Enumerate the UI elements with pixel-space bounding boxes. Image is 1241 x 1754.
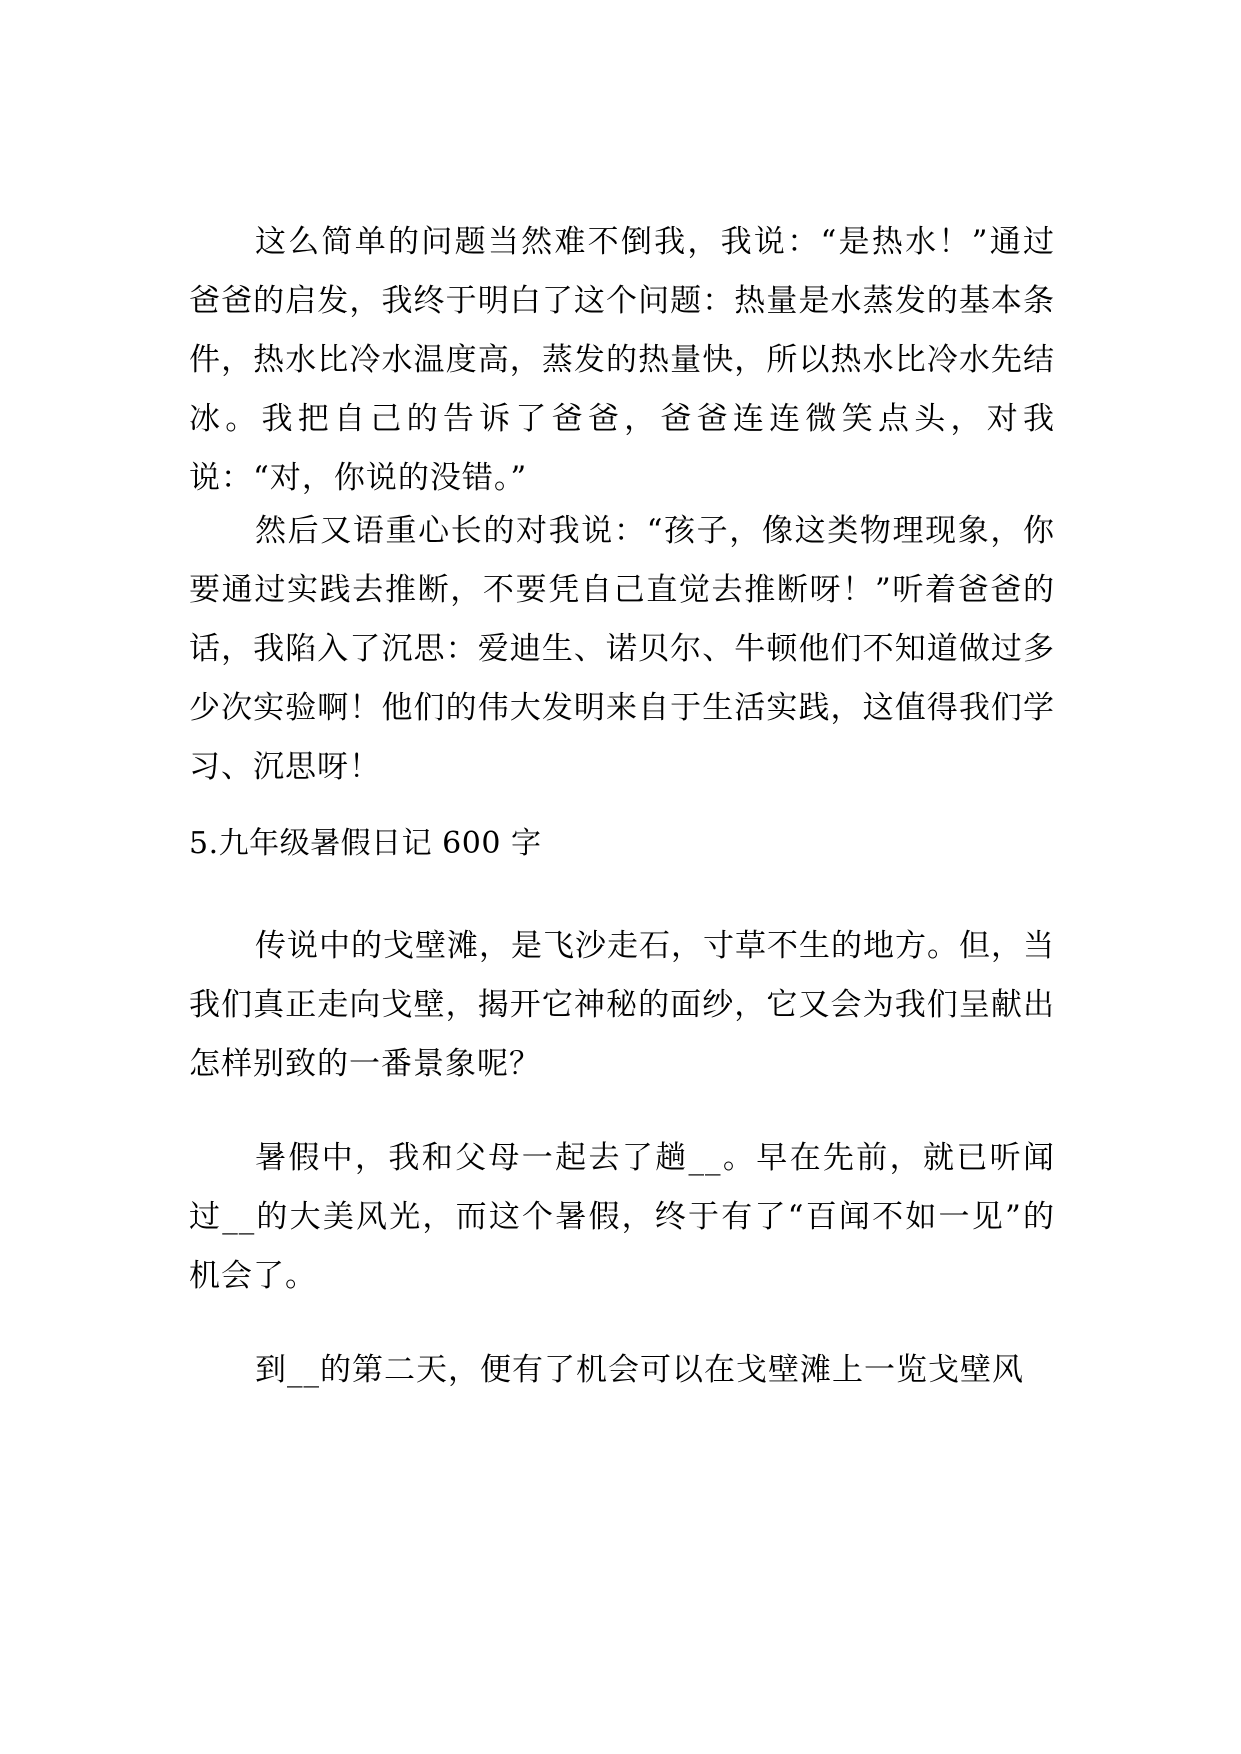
paragraph-hot-water-answer: 这么简单的问题当然难不倒我，我说：“是热水！”通过爸爸的启发，我终于明白了这个问题：热量是水蒸发的基本条件，热水比冷水温度高，蒸发的热量快，所以热水比冷水先结冰。我把自己的告诉了爸爸，爸爸连连微笑点头，对我说：“对，你说的没错。” [189, 224, 1055, 496]
paragraph-gobi-intro: 传说中的戈壁滩，是飞沙走石，寸草不生的地方。但，当我们真正走向戈壁，揭开它神秘的面纱，它又会为我们呈献出怎样别致的一番景象呢？ [189, 928, 1055, 1082]
paragraph-summer-trip: 暑假中，我和父母一起去了趟__。早在先前，就已听闻过__的大美风光，而这个暑假，终于有了“百闻不如一见”的机会了。 [189, 1140, 1055, 1294]
section-heading: 5.九年级暑假日记 600 字 [189, 826, 542, 861]
paragraph-second-day: 到__的第二天，便有了机会可以在戈壁滩上一览戈壁风 [255, 1352, 1024, 1388]
paragraph-father-advice: 然后又语重心长的对我说：“孩子，像这类物理现象，你要通过实践去推断，不要凭自己直觉去推断呀！”听着爸爸的话，我陷入了沉思：爱迪生、诺贝尔、牛顿他们不知道做过多少次实验啊！他们的伟大发明来自于生活实践，这值得我们学习、沉思呀！ [189, 513, 1055, 785]
